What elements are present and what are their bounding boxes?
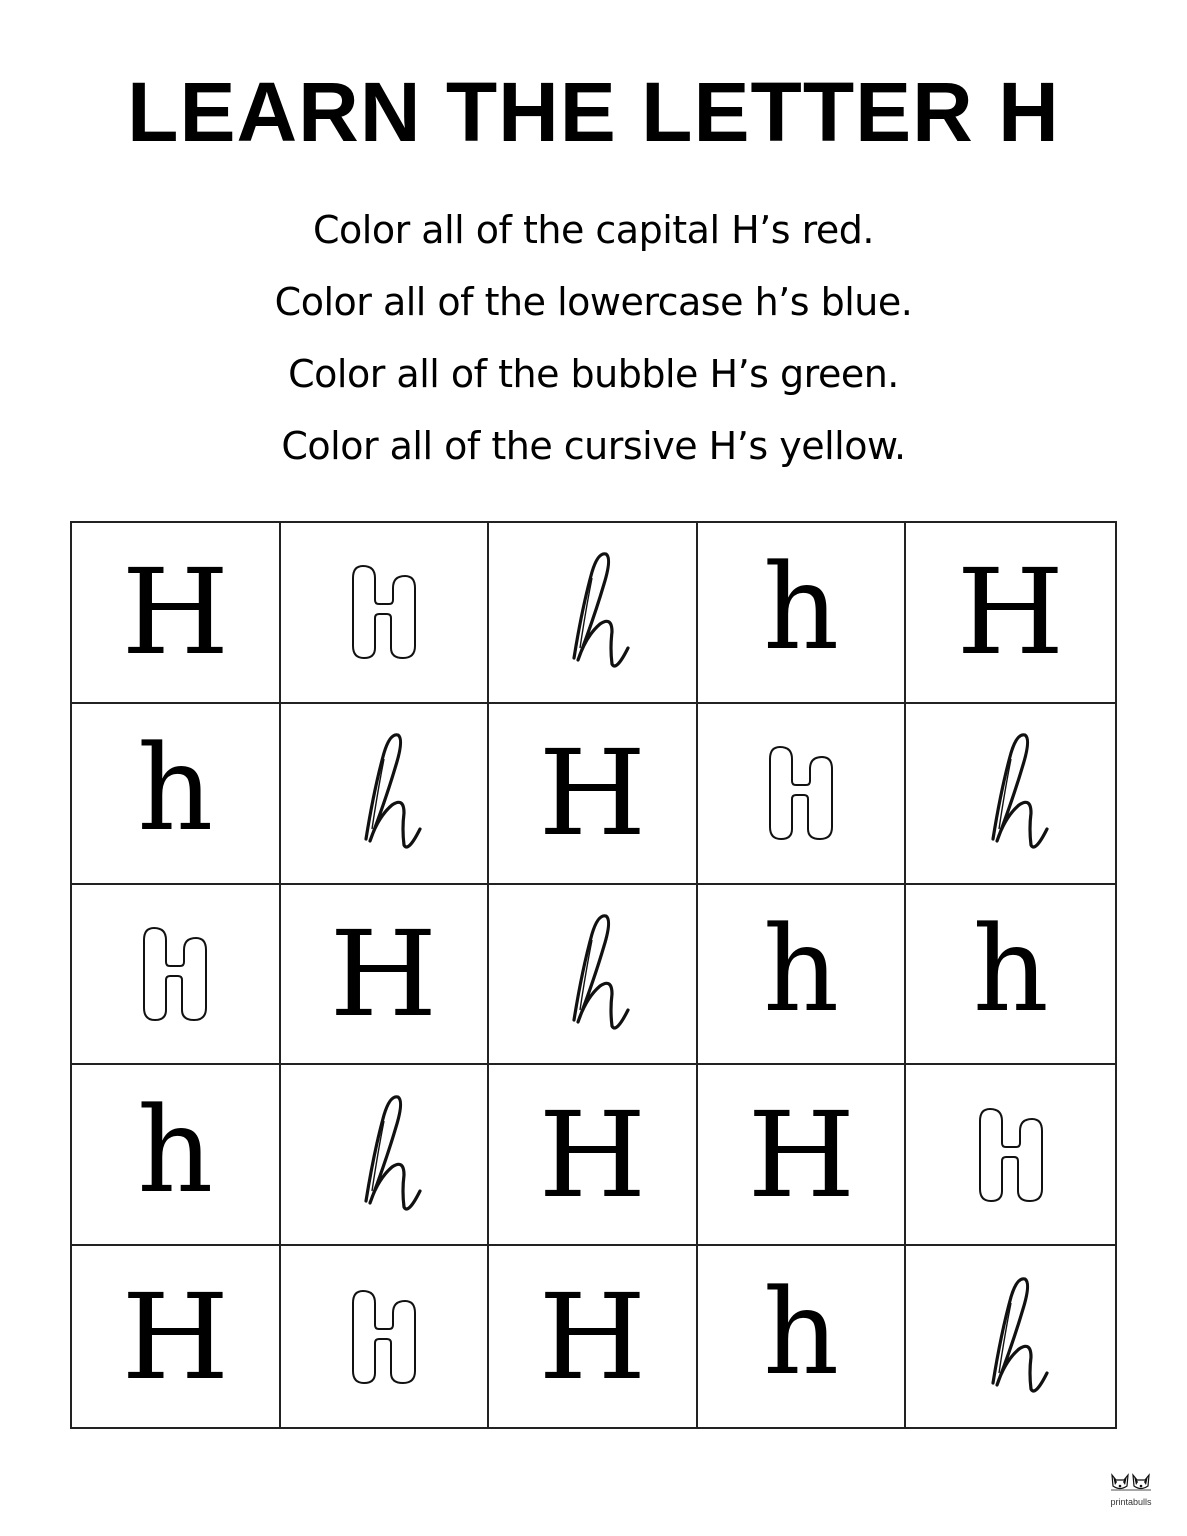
- letter-grid: [70, 521, 1117, 1429]
- grid-cell-bubble: [698, 704, 907, 885]
- grid-cell-cursive: [281, 1065, 490, 1246]
- grid-cell-lowercase: [698, 885, 907, 1066]
- grid-cell-cursive: [489, 885, 698, 1066]
- grid-cell-lowercase: [906, 885, 1115, 1066]
- grid-cell-capital: [72, 1246, 281, 1427]
- grid-cell-bubble: [281, 1246, 490, 1427]
- lowercase-h-glyph: h: [972, 899, 1049, 1038]
- cursive-h-glyph: [971, 1273, 1051, 1401]
- grid-cell-cursive: [281, 704, 490, 885]
- bubble-h-glyph: [766, 743, 836, 843]
- bubble-h-glyph: [349, 562, 419, 662]
- instruction-cursive: Color all of the cursive H’s yellow.: [281, 424, 906, 468]
- grid-cell-capital: [281, 885, 490, 1066]
- capital-h-glyph: H: [329, 904, 438, 1043]
- cursive-h-glyph: [344, 729, 424, 857]
- cursive-h-glyph: [552, 910, 632, 1038]
- capital-h-glyph: H: [538, 724, 647, 863]
- grid-cell-capital: [489, 1065, 698, 1246]
- cursive-h-glyph: [971, 729, 1051, 857]
- instructions: [0, 194, 1187, 482]
- logo-text: printabulls: [1110, 1497, 1152, 1507]
- capital-h-glyph: H: [747, 1085, 856, 1224]
- capital-h-glyph: H: [956, 543, 1065, 682]
- instruction-bubble: Color all of the bubble H’s green.: [288, 352, 899, 396]
- lowercase-h-glyph: h: [137, 719, 214, 858]
- printabulls-logo: [1106, 1472, 1156, 1512]
- grid-cell-capital: [72, 523, 281, 704]
- page-title: LEARN THE LETTER H: [127, 65, 1060, 159]
- capital-h-glyph: H: [121, 1267, 230, 1406]
- grid-cell-bubble: [72, 885, 281, 1066]
- capital-h-glyph: H: [538, 1085, 647, 1224]
- grid-cell-capital: [906, 523, 1115, 704]
- capital-h-glyph: H: [121, 543, 230, 682]
- grid-cell-lowercase: [72, 1065, 281, 1246]
- grid-cell-bubble: [281, 523, 490, 704]
- grid-cell-lowercase: [698, 523, 907, 704]
- grid-cell-lowercase: [72, 704, 281, 885]
- lowercase-h-glyph: h: [137, 1080, 214, 1219]
- bubble-h-glyph: [140, 924, 210, 1024]
- lowercase-h-glyph: h: [763, 899, 840, 1038]
- instruction-capital: Color all of the capital H’s red.: [313, 208, 874, 252]
- cursive-h-glyph: [344, 1091, 424, 1219]
- two-bulldogs-icon: [1109, 1472, 1153, 1492]
- grid-cell-cursive: [489, 523, 698, 704]
- grid-cell-cursive: [906, 1246, 1115, 1427]
- grid-cell-lowercase: [698, 1246, 907, 1427]
- bubble-h-glyph: [349, 1287, 419, 1387]
- grid-cell-capital: [698, 1065, 907, 1246]
- grid-cell-bubble: [906, 1065, 1115, 1246]
- lowercase-h-glyph: h: [763, 1262, 840, 1401]
- lowercase-h-glyph: h: [763, 538, 840, 677]
- instruction-lowercase: Color all of the lowercase h’s blue.: [274, 280, 913, 324]
- cursive-h-glyph: [552, 548, 632, 676]
- grid-cell-cursive: [906, 704, 1115, 885]
- grid-cell-capital: [489, 704, 698, 885]
- bubble-h-glyph: [976, 1105, 1046, 1205]
- capital-h-glyph: H: [538, 1267, 647, 1406]
- grid-cell-capital: [489, 1246, 698, 1427]
